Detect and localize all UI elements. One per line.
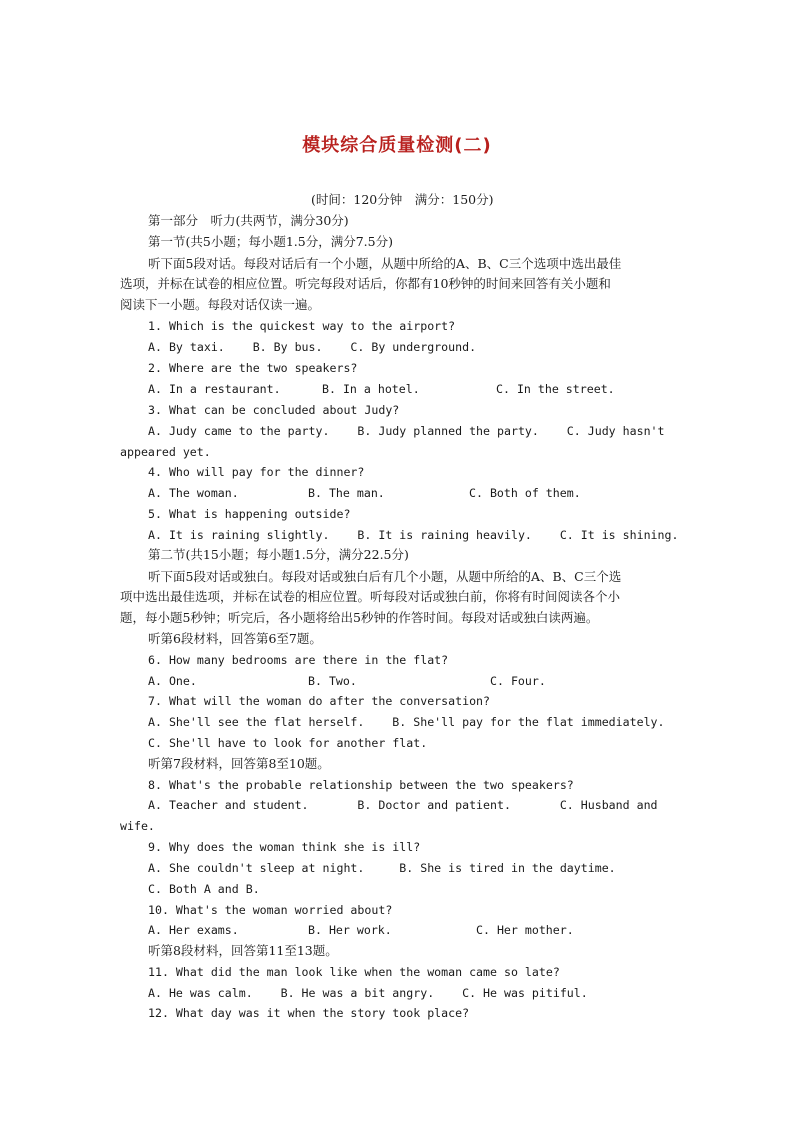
time-info: (时间：120分钟 满分：150分) bbox=[311, 192, 494, 207]
option-b: B. The man. bbox=[308, 486, 385, 500]
question-6: 6. How many bedrooms are there in the flat? bbox=[148, 653, 449, 667]
options-11: A. He was calm. B. He was a bit angry. C. He was pitiful. bbox=[148, 986, 588, 1000]
instruction-line: 选项，并标在试卷的相应位置。听完每段对话后，你都有10秒钟的时间来回答有关小题和 bbox=[120, 276, 611, 291]
question-12: 12. What day was it when the story took place? bbox=[148, 1006, 470, 1020]
part-heading: 第一部分 听力(共两节，满分30分) bbox=[148, 213, 349, 228]
question-11: 11. What did the man look like when the woman came so late? bbox=[148, 965, 560, 979]
question-8: 8. What's the probable relationship between the two speakers? bbox=[148, 778, 574, 792]
options-1: A. By taxi. B. By bus. C. By underground. bbox=[148, 340, 477, 354]
options-8: A. Teacher and student. B. Doctor and patient. C. Husband and bbox=[148, 798, 658, 812]
options-7: A. She'll see the flat herself. B. She'll pay for the flat immediately. bbox=[148, 715, 665, 729]
option-b: B. Two. bbox=[308, 674, 357, 688]
question-9: 9. Why does the woman think she is ill? bbox=[148, 840, 421, 854]
instruction-line: 阅读下一小题。每段对话仅读一遍。 bbox=[120, 297, 321, 312]
option-a: A. One. bbox=[148, 674, 197, 688]
option-c: C. Both of them. bbox=[469, 486, 581, 500]
options-3-continued: appeared yet. bbox=[120, 445, 211, 459]
option-c: C. In the street. bbox=[496, 382, 615, 396]
question-5: 5. What is happening outside? bbox=[148, 507, 351, 521]
option-a: A. Her exams. bbox=[148, 923, 239, 937]
material-heading: 听第8段材料，回答第11至13题。 bbox=[148, 943, 338, 958]
option-b: B. Her work. bbox=[308, 923, 392, 937]
material-heading: 听第6段材料，回答第6至7题。 bbox=[148, 631, 322, 646]
page-title: 模块综合质量检测(二) bbox=[302, 135, 492, 156]
option-c: C. She'll have to look for another flat. bbox=[148, 736, 428, 750]
question-3: 3. What can be concluded about Judy? bbox=[148, 403, 400, 417]
option-b: B. In a hotel. bbox=[322, 382, 420, 396]
option-c: C. Her mother. bbox=[476, 923, 574, 937]
instruction-line: 项中选出最佳选项，并标在试卷的相应位置。听每段对话或独白前，你将有时间阅读各个小 bbox=[120, 589, 621, 604]
question-10: 10. What's the woman worried about? bbox=[148, 903, 393, 917]
options-9: A. She couldn't sleep at night. B. She is tired in the daytime. bbox=[148, 861, 616, 875]
options-8-continued: wife. bbox=[120, 819, 155, 833]
question-1: 1. Which is the quickest way to the airport? bbox=[148, 319, 456, 333]
material-heading: 听第7段材料，回答第8至10题。 bbox=[148, 756, 330, 771]
instruction-line: 听下面5段对话或独白。每段对话或独白后有几个小题，从题中所给的A、B、C三个选 bbox=[148, 569, 622, 584]
option-a: A. The woman. bbox=[148, 486, 239, 500]
section-heading: 第一节(共5小题；每小题1.5分，满分7.5分) bbox=[148, 234, 393, 249]
question-7: 7. What will the woman do after the conversation? bbox=[148, 694, 491, 708]
options-3: A. Judy came to the party. B. Judy planned the party. C. Judy hasn't bbox=[148, 424, 665, 438]
section-heading: 第二节(共15小题；每小题1.5分，满分22.5分) bbox=[148, 547, 409, 562]
option-c: C. Four. bbox=[490, 674, 546, 688]
question-4: 4. Who will pay for the dinner? bbox=[148, 465, 365, 479]
options-5: A. It is raining slightly. B. It is raining heavily. C. It is shining. bbox=[148, 528, 679, 542]
option-c: C. Both A and B. bbox=[148, 882, 260, 896]
instruction-line: 题，每小题5秒钟；听完后，各小题将给出5秒钟的作答时间。每段对话或独白读两遍。 bbox=[120, 610, 599, 625]
instruction-line: 听下面5段对话。每段对话后有一个小题，从题中所给的A、B、C三个选项中选出最佳 bbox=[148, 256, 622, 271]
question-2: 2. Where are the two speakers? bbox=[148, 361, 358, 375]
option-a: A. In a restaurant. bbox=[148, 382, 281, 396]
